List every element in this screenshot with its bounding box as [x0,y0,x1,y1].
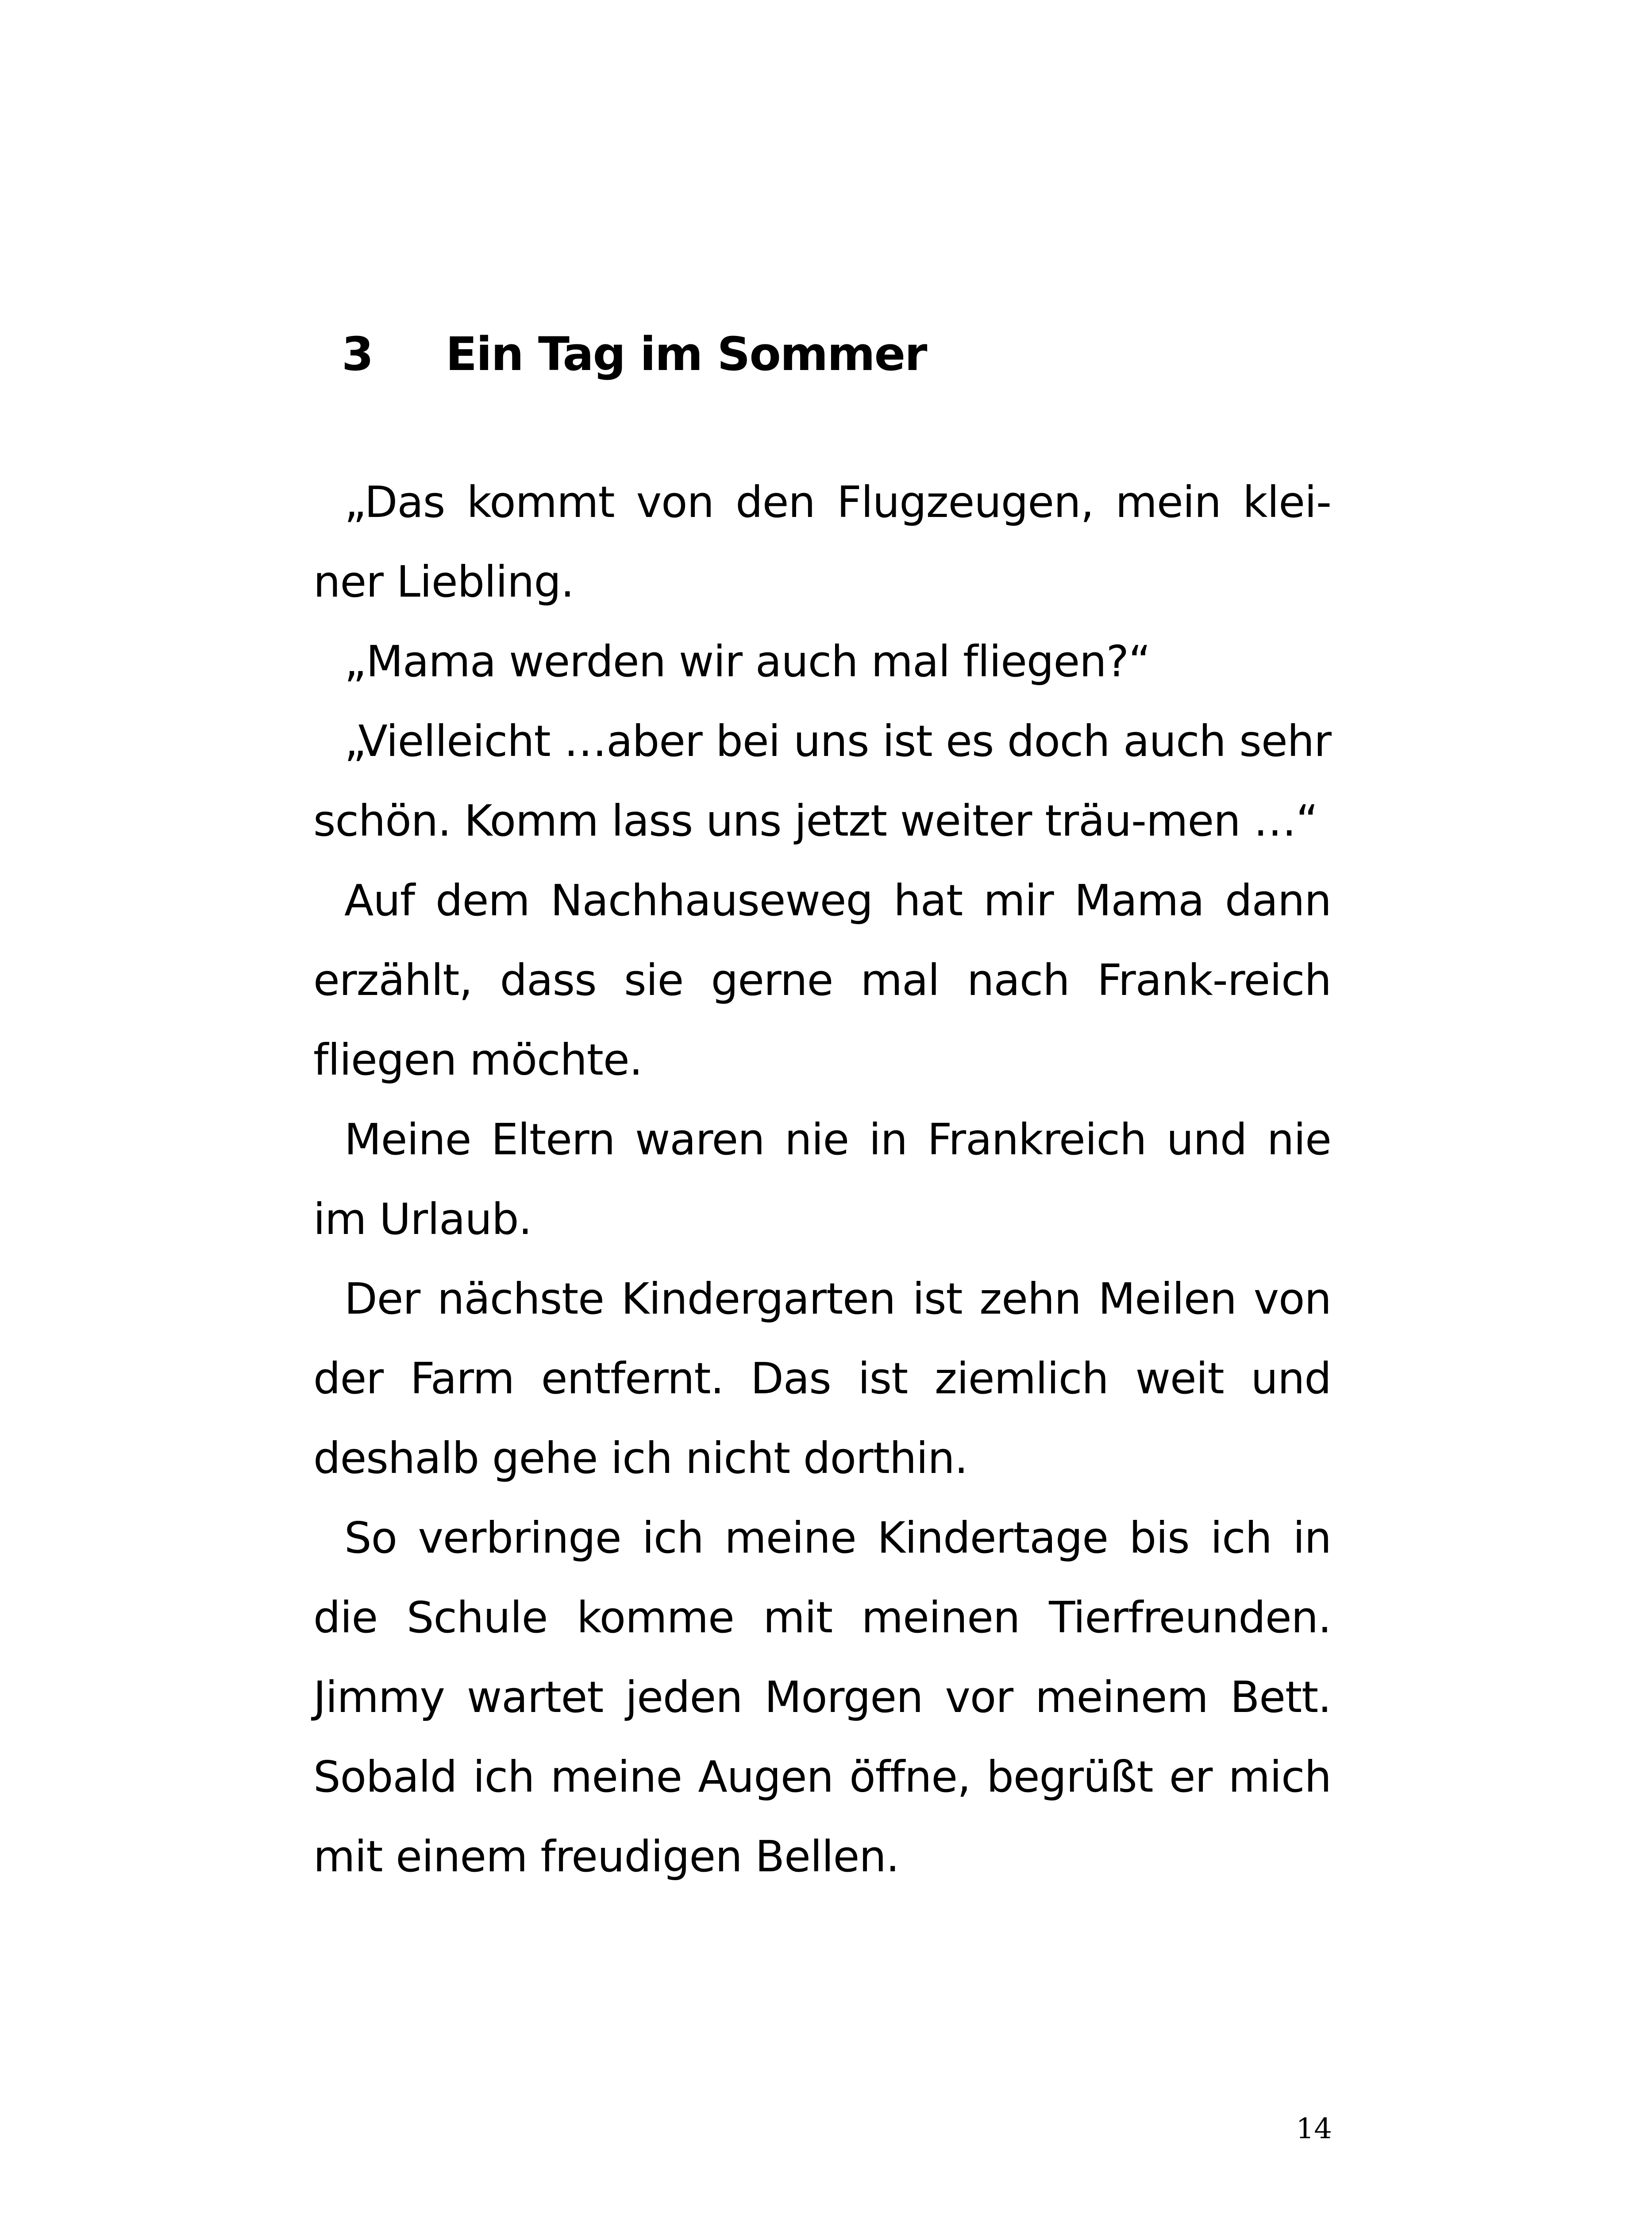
chapter-number: 3 [342,327,373,381]
paragraph-7: So verbringe ich meine Kindertage bis ich in die Schule komme mit meinen Tierfreunden. Jimmy wartet jeden Morgen vor meinem Bett. Sobald ich meine Augen öffne, begrüßt er mich mit einem freudigen Bellen. [313,1513,1331,1881]
paragraph-5: Meine Eltern waren nie in Frankreich und nie im Urlaub. [313,1114,1331,1244]
body-text [313,463,1331,1897]
paragraph-6: Der nächste Kindergarten ist zehn Meilen von der Farm entfernt. Das ist ziemlich weit und deshalb gehe ich nicht dorthin. [313,1274,1331,1483]
chapter-title: Ein Tag im Sommer [446,327,927,381]
chapter-heading [342,310,1404,398]
page-number: 14 [1296,2113,1332,2145]
paragraph-1: „Das kommt von den Flugzeugen, mein klei-ner Liebling. [313,477,1331,607]
paragraph-2: „Mama werden wir auch mal fliegen?“ [344,636,1151,686]
paragraph-3: „Vielleicht …aber bei uns ist es doch auch sehr schön. Komm lass uns jetzt weiter träu-men …“ [313,716,1331,846]
paragraph-4: Auf dem Nachhauseweg hat mir Mama dann erzählt, dass sie gerne mal nach Frank-reich fliegen möchte. [313,875,1331,1085]
